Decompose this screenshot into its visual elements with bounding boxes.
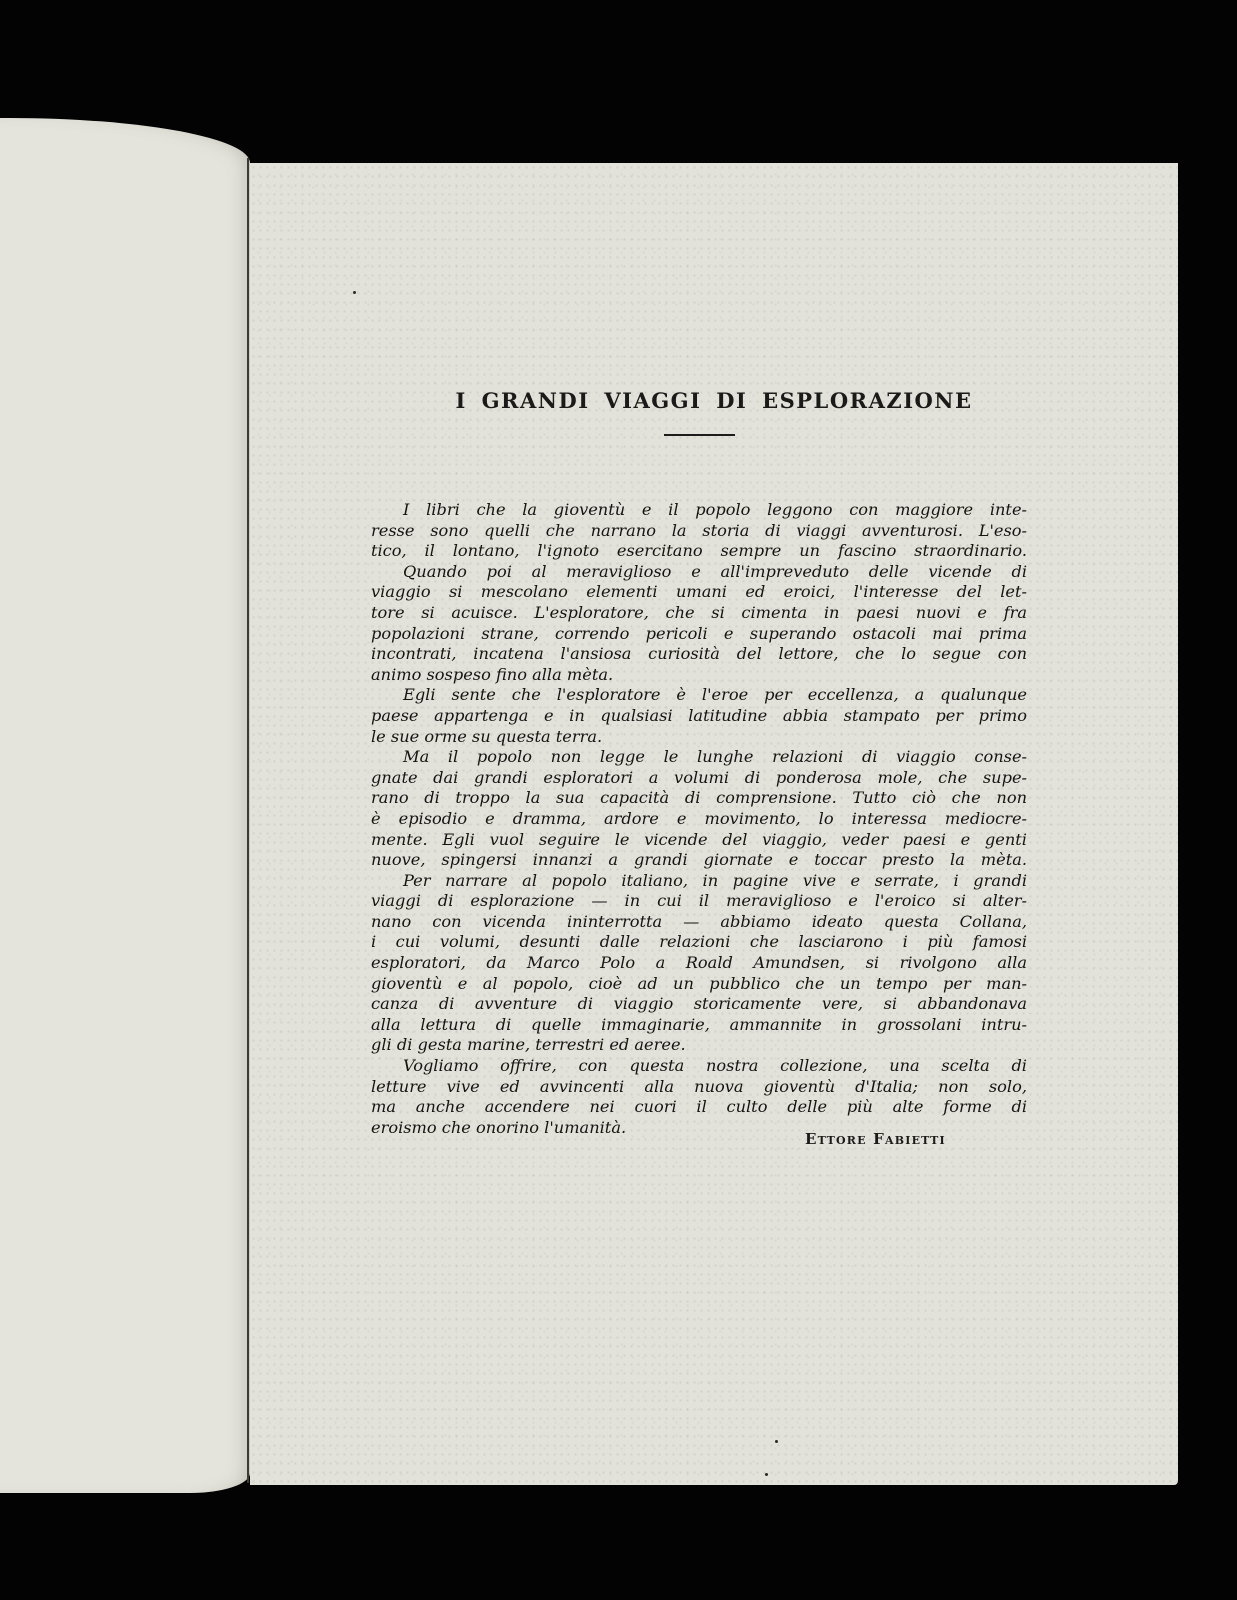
text-line: incontrati, incatena l'ansiosa curiosità del lettore, che lo segue con xyxy=(371,644,1027,664)
text-line: Quando poi al meraviglioso e all'impreveduto delle vicende di xyxy=(403,561,1027,581)
text-line: Ma il popolo non legge le lunghe relazioni di viaggio conse- xyxy=(403,747,1027,767)
book-gutter xyxy=(247,158,249,1483)
title-rule-divider xyxy=(664,434,735,436)
paper-speck xyxy=(775,1440,778,1443)
text-line: resse sono quelli che narrano la storia di viaggi avventurosi. L'eso- xyxy=(371,520,1027,540)
preface-body xyxy=(371,500,1027,1138)
text-line: gli di gesta marine, terrestri ed aeree. xyxy=(371,1035,686,1055)
text-line: nuove, spingersi innanzi a grandi giornate e toccar presto la mèta. xyxy=(371,850,1027,870)
left-page xyxy=(0,118,250,1493)
text-line: canza di avventure di viaggio storicamente vere, si abbandonava xyxy=(371,994,1027,1014)
text-line: gnate dai grandi esploratori a volumi di ponderosa mole, che supe- xyxy=(371,767,1027,787)
text-line: nano con vicenda ininterrotta — abbiamo ideato questa Collana, xyxy=(371,911,1027,931)
text-line: Per narrare al popolo italiano, in pagine vive e serrate, i grandi xyxy=(403,870,1027,890)
text-line: viaggi di esplorazione — in cui il meraviglioso e l'eroico si alter- xyxy=(371,891,1027,911)
text-line: viaggio si mescolano elementi umani ed eroici, l'interesse del let- xyxy=(371,582,1027,602)
author-signature: Ettore Fabietti xyxy=(805,1130,946,1148)
text-line: popolazioni strane, correndo pericoli e superando ostacoli mai prima xyxy=(371,623,1027,643)
text-line: i cui volumi, desunti dalle relazioni che lasciarono i più famosi xyxy=(371,932,1027,952)
text-line: letture vive ed avvincenti alla nuova gioventù d'Italia; non solo, xyxy=(371,1076,1027,1096)
text-line: gioventù e al popolo, cioè ad un pubblico che un tempo per man- xyxy=(371,973,1027,993)
right-page xyxy=(250,163,1178,1485)
text-line: le sue orme su questa terra. xyxy=(371,726,603,746)
paper-speck xyxy=(353,291,356,294)
text-line: alla lettura di quelle immaginarie, ammannite in grossolani intru- xyxy=(371,1014,1027,1034)
text-line: paese appartenga e in qualsiasi latitudine abbia stampato per primo xyxy=(371,705,1027,725)
text-line: ma anche accendere nei cuori il culto delle più alte forme di xyxy=(371,1097,1027,1117)
text-line: è episodio e dramma, ardore e movimento, lo interessa mediocre- xyxy=(371,808,1027,828)
text-line: I libri che la gioventù e il popolo leggono con maggiore inte- xyxy=(403,500,1027,519)
paper-speck xyxy=(765,1473,768,1476)
text-line: Vogliamo offrire, con questa nostra collezione, una scelta di xyxy=(403,1056,1027,1076)
text-line: rano di troppo la sua capacità di comprensione. Tutto ciò che non xyxy=(371,788,1027,808)
text-line: esploratori, da Marco Polo a Roald Amundsen, si rivolgono alla xyxy=(371,953,1027,973)
text-line: tico, il lontano, l'ignoto esercitano sempre un fascino straordinario. xyxy=(371,541,1027,561)
text-line: mente. Egli vuol seguire le vicende del viaggio, veder paesi e genti xyxy=(371,829,1027,849)
page-title: I GRANDI VIAGGI DI ESPLORAZIONE xyxy=(455,388,973,413)
text-line: tore si acuisce. L'esploratore, che si cimenta in paesi nuovi e fra xyxy=(371,602,1027,622)
text-line: Egli sente che l'esploratore è l'eroe per eccellenza, a qualunque xyxy=(403,685,1027,705)
text-line: eroismo che onorino l'umanità. xyxy=(371,1117,627,1137)
text-line: animo sospeso fino alla mèta. xyxy=(371,664,614,684)
